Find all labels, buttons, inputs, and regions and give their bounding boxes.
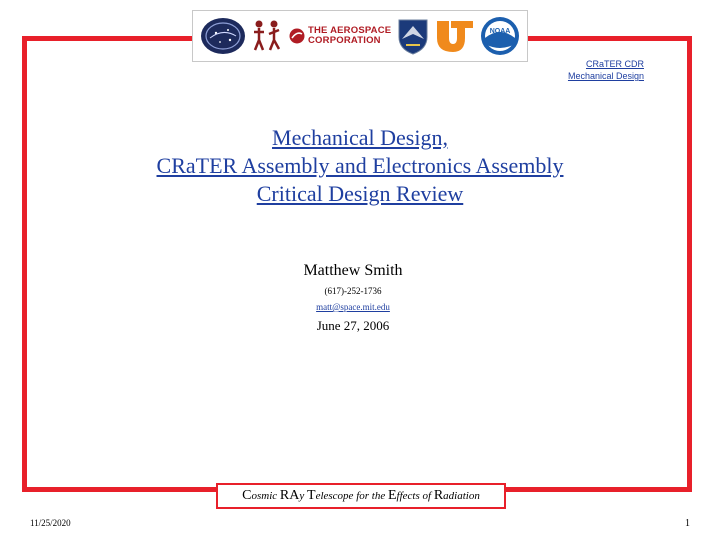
tagline-cap-c: C <box>242 488 252 503</box>
ut-logo-icon <box>435 18 475 54</box>
footer-date: 11/25/2020 <box>30 518 71 528</box>
title-line3: Critical Design Review <box>256 181 464 206</box>
title-line1: Mechanical Design, <box>272 125 448 150</box>
header-note-line2: Mechanical Design <box>567 71 644 81</box>
air-force-shield-icon <box>397 17 429 55</box>
tagline-cap-r: R <box>433 488 444 503</box>
crater-tagline <box>216 483 506 509</box>
tagline-word-effects: ffects of <box>396 490 434 502</box>
tagline-cap-ra: RA <box>279 488 300 503</box>
dancing-figures-icon <box>251 18 283 54</box>
presentation-date: June 27, 2006 <box>316 318 390 333</box>
noaa-text: NOAA <box>489 28 511 35</box>
aerospace-swoosh-icon <box>289 28 305 44</box>
title-line2: CRaTER Assembly and Electronics Assembly <box>156 153 564 178</box>
tagline-word-telescope: elescope for the <box>315 490 388 502</box>
mit-seal-icon <box>200 16 246 56</box>
presenter-name: Matthew Smith <box>303 262 403 279</box>
page-number: 1 <box>685 518 690 529</box>
header-note <box>568 58 644 82</box>
aerospace-corporation-logo <box>289 26 391 46</box>
slide-title <box>0 124 720 208</box>
logo-strip <box>192 10 528 62</box>
noaa-logo-icon <box>480 16 520 56</box>
tagline-word-ray: y <box>299 490 308 502</box>
tagline-word-radiation: adiation <box>443 490 480 502</box>
tagline-word-cosmic: osmic <box>251 490 280 502</box>
aerospace-text-line1: THE AEROSPACE <box>307 25 392 36</box>
header-note-line1: CRaTER CDR <box>585 59 644 69</box>
presenter-phone: (617)-252-1736 <box>324 286 382 296</box>
tagline-cap-t: T <box>307 488 316 503</box>
aerospace-text-line2: CORPORATION <box>307 35 381 46</box>
presenter-email-link[interactable]: matt@space.mit.edu <box>316 302 390 312</box>
tagline-cap-e: E <box>387 488 397 503</box>
